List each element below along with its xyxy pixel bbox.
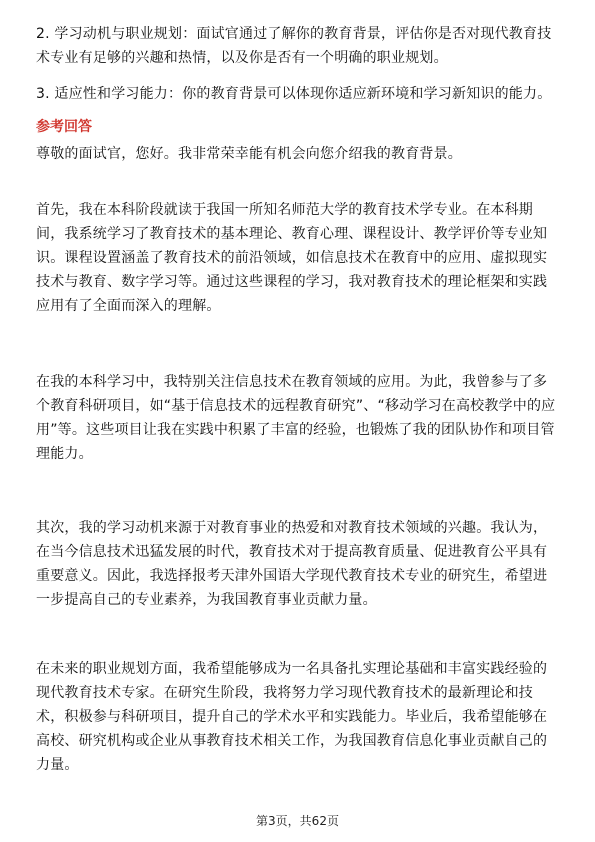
paragraph-career-plan <box>36 657 561 777</box>
paragraph-motivation <box>36 516 561 612</box>
list-item-point-2 <box>36 22 561 70</box>
text-line: 首先，我在本科阶段就读于我国一所知名师范大学的教育技术学专业。在本科期 <box>36 202 533 218</box>
text-line: 现代教育技术专家。在研究生阶段，我将努力学习现代教育技术的最新理论和技 <box>36 685 533 701</box>
text-line: 识。课程设置涵盖了教育技术的前沿领域，如信息技术在教育中的应用、虚拟现实 <box>36 250 548 266</box>
text-line: 力量。 <box>36 757 79 773</box>
text-line: 用”等。这些项目让我在实践中积累了丰富的经验，也锻炼了我的团队协作和项目管 <box>36 422 555 438</box>
paragraph-education <box>36 198 561 318</box>
text-line: 个教育科研项目，如“基于信息技术的远程教育研究”、“移动学习在高校教学中的应 <box>36 398 556 414</box>
text-line: 尊敬的面试官，您好。我非常荣幸能有机会向您介绍我的教育背景。 <box>36 146 462 162</box>
text-line: 一步提高自己的专业素养，为我国教育事业贡献力量。 <box>36 592 377 608</box>
text-line: 3. 适应性和学习能力：你的教育背景可以体现你适应新环境和学习新知识的能力。 <box>36 86 552 102</box>
answer-heading: 参考回答 <box>36 119 92 135</box>
paragraph-projects <box>36 370 561 466</box>
text-line: 重要意义。因此，我选择报考天津外国语大学现代教育技术专业的研究生，希望进 <box>36 568 548 584</box>
text-line: 间，我系统学习了教育技术的基本理论、教育心理、课程设计、教学评价等专业知 <box>36 226 548 242</box>
text-line: 理能力。 <box>36 446 93 462</box>
text-line: 在我的本科学习中，我特别关注信息技术在教育领域的应用。为此，我曾参与了多 <box>36 374 548 390</box>
text-line: 在未来的职业规划方面，我希望能够成为一名具备扎实理论基础和丰富实践经验的 <box>36 661 548 677</box>
text-line: 在当今信息技术迅猛发展的时代，教育技术对于提高教育质量、促进教育公平具有 <box>36 544 548 560</box>
text-line: 应用有了全面而深入的理解。 <box>36 298 221 314</box>
text-line: 技术与教育、数字学习等。通过这些课程的学习，我对教育技术的理论框架和实践 <box>36 274 548 290</box>
greeting-paragraph <box>36 142 561 166</box>
text-line: 术，积极参与科研项目，提升自己的学术水平和实践能力。毕业后，我希望能够在 <box>36 709 548 725</box>
page-number-footer: 第3页，共62页 <box>256 814 339 828</box>
text-line: 2. 学习动机与职业规划：面试官通过了解你的教育背景，评估你是否对现代教育技 <box>36 26 552 42</box>
text-line: 高校、研究机构或企业从事教育技术相关工作，为我国教育信息化事业贡献自己的 <box>36 733 548 749</box>
text-line: 其次，我的学习动机来源于对教育事业的热爱和对教育技术领域的兴趣。我认为， <box>36 520 548 536</box>
list-item-point-3 <box>36 82 561 106</box>
text-line: 术专业有足够的兴趣和热情，以及你是否有一个明确的职业规划。 <box>36 50 448 66</box>
